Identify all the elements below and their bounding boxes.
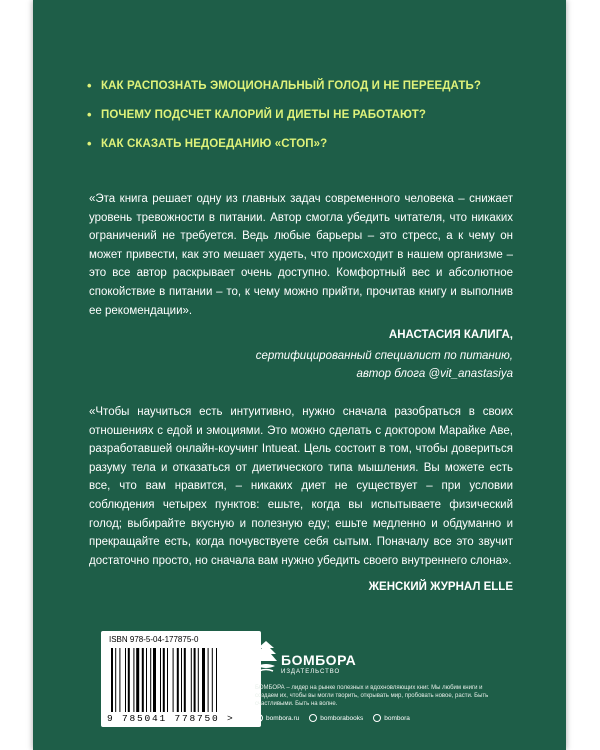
question-text: КАК РАСПОЗНАТЬ ЭМОЦИОНАЛЬНЫЙ ГОЛОД И НЕ ПЕРЕЕДАТЬ? <box>101 79 481 92</box>
globe-icon <box>255 714 263 722</box>
question-item <box>87 107 557 122</box>
barcode-icon <box>111 648 251 712</box>
social-label: bomborabooks <box>320 714 364 722</box>
social-link[interactable] <box>255 714 299 722</box>
author-name: АНАСТАСИЯ КАЛИГА, <box>388 329 513 341</box>
review-quote-2: «Чтобы научиться есть интуитивно, нужно сначала разобраться в своих отношениях с едой и эмоциями. Это можно сделать с доктором Марайке Аве, разработавшей онлайн-коучинг Intueat. Цель состоит в том, чтобы довериться разуму тела и отказаться от диетического типа мышления. Вы можете есть все, что вам нравится, – никаких диет не существует – при условии соблюдения четырех пунктов: ешьте, когда вы испытываете физический голод; выбирайте вкусную и полезную еду; ешьте медленно и обдуманно и прекращайте есть, когда почувствуете себя сытым. Поначалу все это звучит достаточно просто, но сначала вам нужно убедить своего внутреннего слона». <box>89 406 513 567</box>
bullet-icon: • <box>87 136 92 151</box>
barcode-number: 9 785041 778750 > <box>107 713 235 724</box>
review-author-2: ЖЕНСКИЙ ЖУРНАЛ ELLE <box>368 581 513 593</box>
social-links <box>255 714 410 722</box>
bombora-logo-icon <box>254 639 278 675</box>
social-label: bombora <box>384 714 410 722</box>
barcode-block <box>101 631 261 727</box>
publisher-sub: ИЗДАТЕЛЬСТВО <box>281 669 341 675</box>
question-list <box>87 78 557 165</box>
isbn-label: ISBN 978-5-04-177875-0 <box>109 635 199 644</box>
publisher-logo-text <box>281 652 356 675</box>
review-author-1 <box>256 326 513 383</box>
bullet-icon: • <box>87 78 92 93</box>
publisher-description: БОМБОРА – лидер на рынке полезных и вдохновляющих книг. Мы любим книги и создаем их, чтобы вы могли творить, открывать мир, пробовать новое, расти. Быть счастливыми. Быть на волне. <box>255 685 489 707</box>
question-item <box>87 78 557 93</box>
social-label: bombora.ru <box>266 714 300 722</box>
bullet-icon: • <box>87 107 92 122</box>
telegram-icon <box>373 714 381 722</box>
author-role: сертифицированный специалист по питанию, <box>255 350 513 362</box>
book-back-cover <box>33 0 566 750</box>
question-text: ПОЧЕМУ ПОДСЧЕТ КАЛОРИЙ И ДИЕТЫ НЕ РАБОТАЮТ? <box>101 108 426 121</box>
vk-icon <box>309 714 317 722</box>
social-link[interactable] <box>309 714 363 722</box>
publisher-name: БОМБОРА <box>281 652 357 668</box>
question-text: КАК СКАЗАТЬ НЕДОЕДАНИЮ «СТОП»? <box>101 137 328 150</box>
question-item <box>87 136 557 151</box>
review-quote-1: «Эта книга решает одну из главных задач современного человека – снижает уровень тревожности в питании. Автор смогла убедить читателя, что никаких ограничений не требуется. Ведь любые барьеры – это стресс, а к чему он может привести, как это мешает худеть, что происходит в нашем организме – это все автор раскрывает очень доступно. Комфортный вес и абсолютное спокойствие в питании – то, к чему можно прийти, прочитав книгу и выполнив ее рекомендации». <box>89 193 513 317</box>
social-link[interactable] <box>373 714 410 722</box>
author-blog: автор блога @vit_anastasiya <box>356 368 513 380</box>
